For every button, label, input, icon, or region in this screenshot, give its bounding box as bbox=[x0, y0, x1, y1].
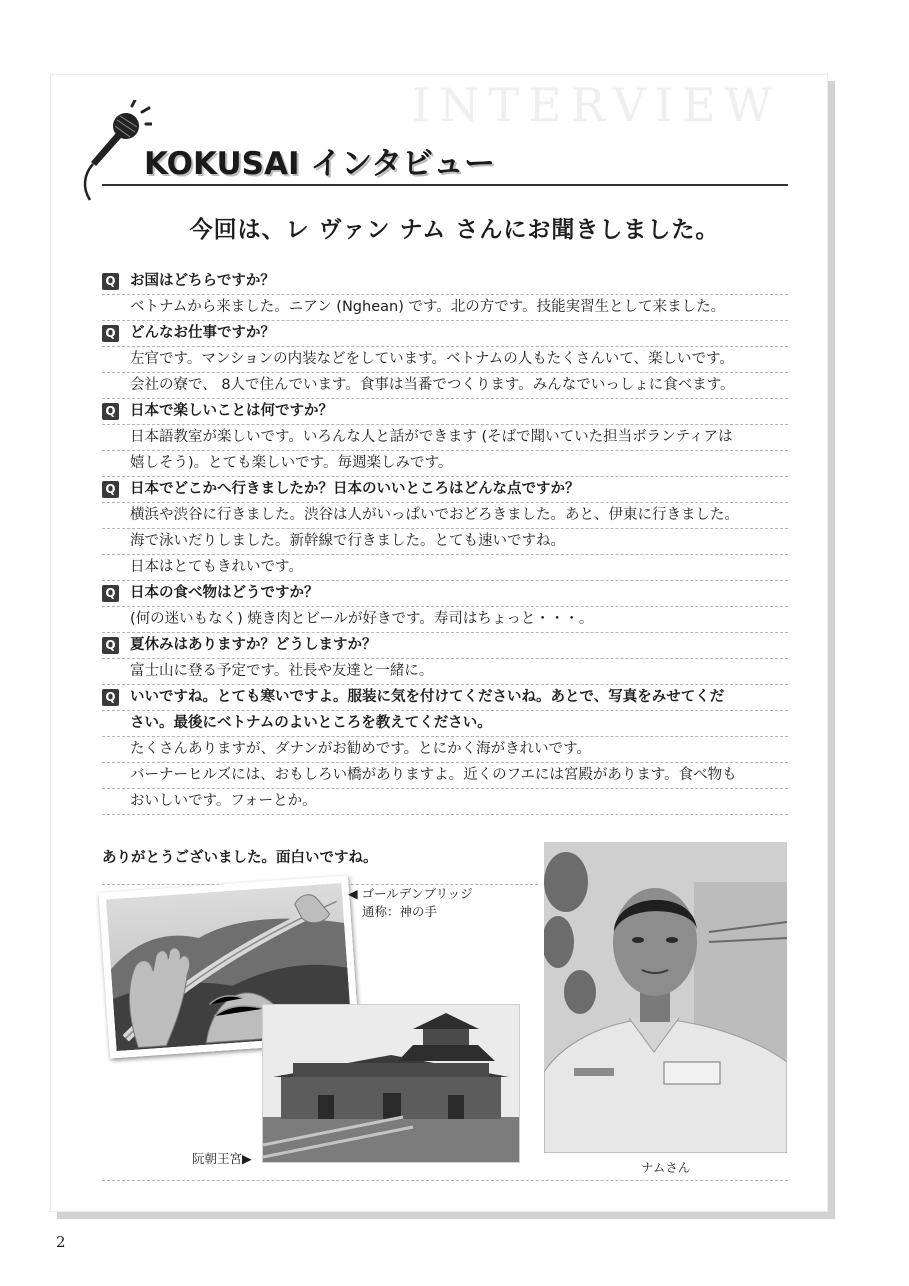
portrait-caption: ナムさん bbox=[641, 1160, 691, 1175]
imperial-palace-photo bbox=[262, 1004, 520, 1163]
answer-text: 海で泳いだりしました。新幹線で行きました。とても速いですね。 bbox=[130, 533, 565, 549]
q-badge-icon: Q bbox=[102, 689, 119, 706]
q-badge-icon: Q bbox=[102, 273, 119, 290]
answer-line bbox=[102, 346, 788, 373]
answer-text: たくさんありますが、ダナンがお勧めです。とにかく海がきれいです。 bbox=[130, 741, 591, 757]
answer-text: 左官です。マンションの内装などをしています。ベトナムの人もたくさんいて、楽しいです。 bbox=[130, 351, 734, 367]
background-word: INTERVIEW bbox=[412, 78, 781, 132]
bridge-caption: ◀ ゴールデンブリッジ bbox=[348, 886, 473, 901]
question-line bbox=[102, 710, 788, 737]
answer-text: バーナーヒルズには、おもしろい橋がありますよ。近くのフエには宮殿があります。食べ物も bbox=[130, 767, 737, 783]
answer-text: 嬉しそう)。とても楽しいです。毎週楽しみです。 bbox=[130, 455, 453, 471]
question-text: お国はどちらですか？ bbox=[130, 273, 275, 289]
question-line bbox=[102, 476, 788, 503]
answer-line bbox=[102, 294, 788, 321]
palace-caption: 阮朝王宮▶ bbox=[192, 1151, 252, 1166]
question-line bbox=[102, 320, 788, 347]
answer-line bbox=[102, 606, 788, 633]
page-number: 2 bbox=[56, 1233, 66, 1251]
title-underline bbox=[102, 184, 788, 186]
answer-text: 日本語教室が楽しいです。いろんな人と話ができます (そばで聞いていた担当ボランティアは bbox=[130, 429, 733, 445]
answer-line bbox=[102, 502, 788, 529]
answer-line bbox=[102, 762, 788, 789]
question-line bbox=[102, 268, 788, 295]
question-text: いいですね。とても寒いですよ。服装に気を付けてくださいね。あとで、写真をみせてくだ bbox=[130, 689, 725, 705]
answer-line bbox=[102, 528, 788, 555]
question-line bbox=[102, 684, 788, 711]
answer-text: 日本はとてもきれいです。 bbox=[130, 559, 303, 575]
answer-line bbox=[102, 658, 788, 685]
closing-remark: ありがとうございました。面白いですね。 bbox=[102, 850, 378, 866]
bridge-caption-nickname: 通称：神の手 bbox=[362, 904, 438, 919]
question-text: 日本でどこかへ行きましたか？日本のいいところはどんな点ですか？ bbox=[130, 481, 580, 497]
answer-line bbox=[102, 372, 788, 399]
answer-text: (何の迷いもなく) 焼き肉とビールが好きです。寿司はちょっと・・・。 bbox=[130, 611, 594, 627]
question-text: 日本の食べ物はどうですか？ bbox=[130, 585, 319, 601]
question-line bbox=[102, 580, 788, 607]
q-badge-icon: Q bbox=[102, 403, 119, 420]
answer-line bbox=[102, 424, 788, 451]
question-line bbox=[102, 398, 788, 425]
answer-text: おいしいです。フォーとか。 bbox=[130, 793, 317, 809]
q-badge-icon: Q bbox=[102, 325, 119, 342]
portrait-photo bbox=[544, 842, 787, 1153]
answer-line bbox=[102, 736, 788, 763]
question-line bbox=[102, 632, 788, 659]
answer-text: ベトナムから来ました。ニアン (Nghean) です。北の方です。技能実習生として来ました。 bbox=[130, 299, 726, 315]
question-text: さい。最後にベトナムのよいところを教えてください。 bbox=[130, 715, 492, 731]
question-text: 夏休みはありますか？どうしますか？ bbox=[130, 637, 377, 653]
answer-line bbox=[102, 554, 788, 581]
q-badge-icon: Q bbox=[102, 481, 119, 498]
q-badge-icon: Q bbox=[102, 637, 119, 654]
answer-text: 横浜や渋谷に行きました。渋谷は人がいっぱいでおどろきました。あと、伊東に行きました。 bbox=[130, 507, 739, 523]
lead-heading: 今回は、レ ヴァン ナム さんにお聞きしました。 bbox=[189, 216, 720, 243]
question-text: 日本で楽しいことは何ですか？ bbox=[130, 403, 333, 419]
question-text: どんなお仕事ですか？ bbox=[130, 325, 275, 341]
q-badge-icon: Q bbox=[102, 585, 119, 602]
answer-line bbox=[102, 450, 788, 477]
answer-text: 会社の寮で、 8人で住んでいます。食事は当番でつくります。みんなでいっしょに食べます。 bbox=[130, 377, 735, 393]
answer-line bbox=[102, 788, 788, 815]
page-title: KOKUSAI インタビュー bbox=[144, 146, 496, 182]
answer-text: 富士山に登る予定です。社長や友達と一緒に。 bbox=[130, 663, 434, 679]
microphone-icon bbox=[80, 100, 152, 210]
